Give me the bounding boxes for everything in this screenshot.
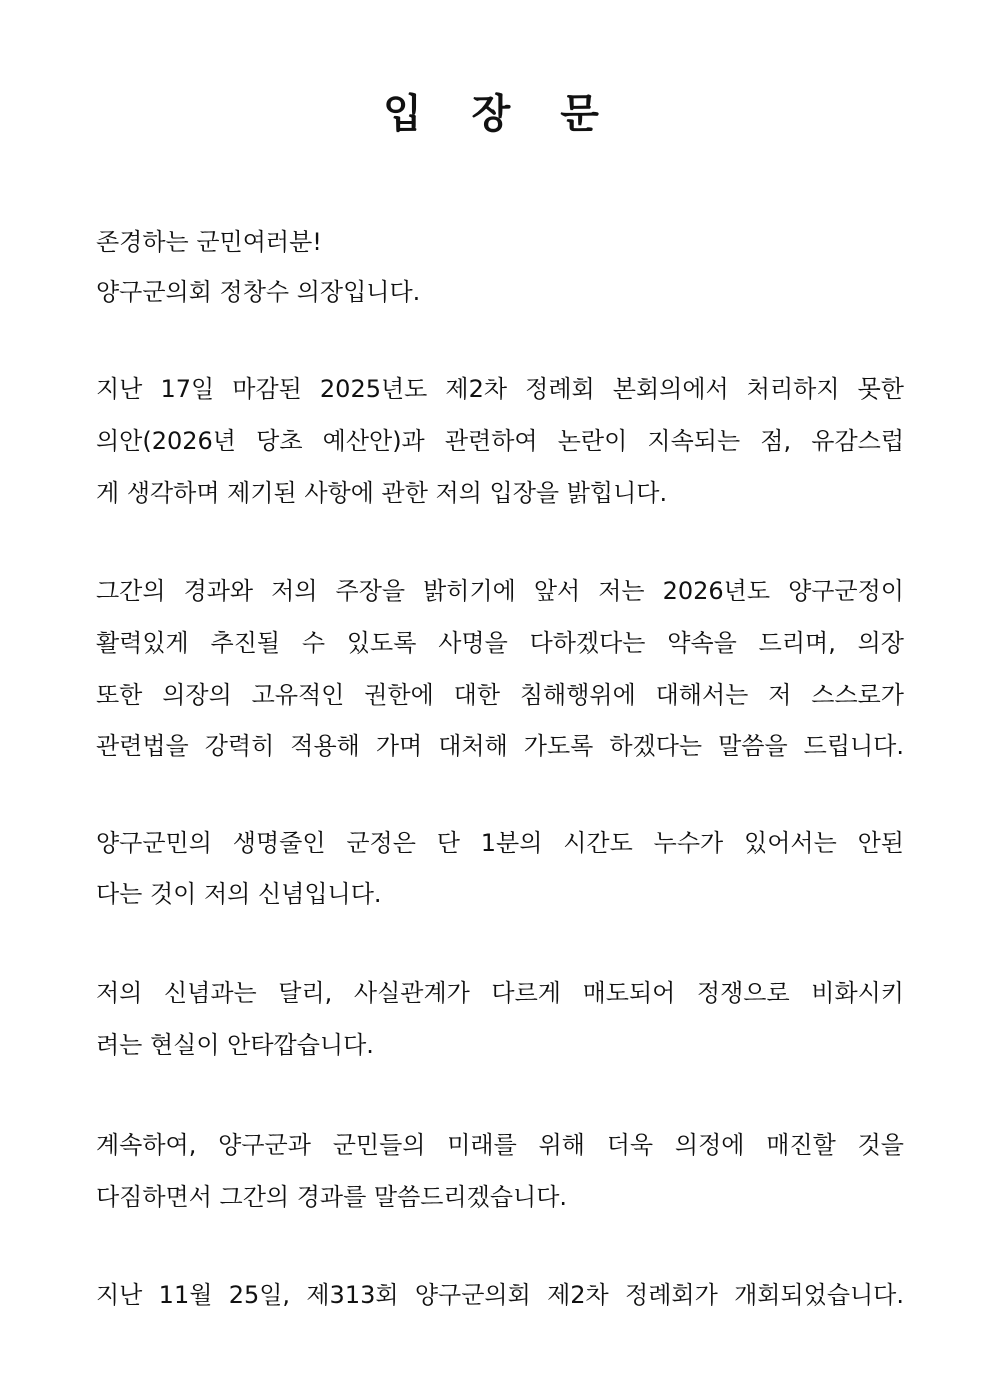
intro-line: 양구군의회 정창수 의장입니다. [96,278,421,306]
body-line: 다는 것이 저의 신념입니다. [96,880,382,908]
body-line: 지난 17일 마감된 2025년도 제2차 정례회 본회의에서 처리하지 못한 [96,375,904,403]
body-line: 활력있게 추진될 수 있도록 사명을 다하겠다는 약속을 드리며, 의장 [96,629,904,657]
body-line: 또한 의장의 고유적인 권한에 대한 침해행위에 대해서는 저 스스로가 [96,681,904,709]
body-line: 양구군민의 생명줄인 군정은 단 1분의 시간도 누수가 있어서는 안된 [96,829,904,857]
greeting-line: 존경하는 군민여러분! [96,228,322,256]
body-line: 의안(2026년 당초 예산안)과 관련하여 논란이 지속되는 점, 유감스럽 [96,427,904,455]
body-line: 려는 현실이 안타깝습니다. [96,1031,374,1059]
body-line: 다짐하면서 그간의 경과를 말씀드리겠습니다. [96,1183,568,1211]
body-line: 저의 신념과는 달리, 사실관계가 다르게 매도되어 정쟁으로 비화시키 [96,979,904,1007]
body-line: 그간의 경과와 저의 주장을 밝히기에 앞서 저는 2026년도 양구군정이 [96,577,904,605]
body-line: 게 생각하며 제기된 사항에 관한 저의 입장을 밝힙니다. [96,479,668,507]
body-line: 지난 11월 25일, 제313회 양구군의회 제2차 정례회가 개회되었습니다. [96,1281,904,1309]
document-title: 입 장 문 [383,90,617,137]
body-line: 계속하여, 양구군과 군민들의 미래를 위해 더욱 의정에 매진할 것을 [96,1131,904,1159]
body-line: 관련법을 강력히 적용해 가며 대처해 가도록 하겠다는 말씀을 드립니다. [96,732,904,760]
